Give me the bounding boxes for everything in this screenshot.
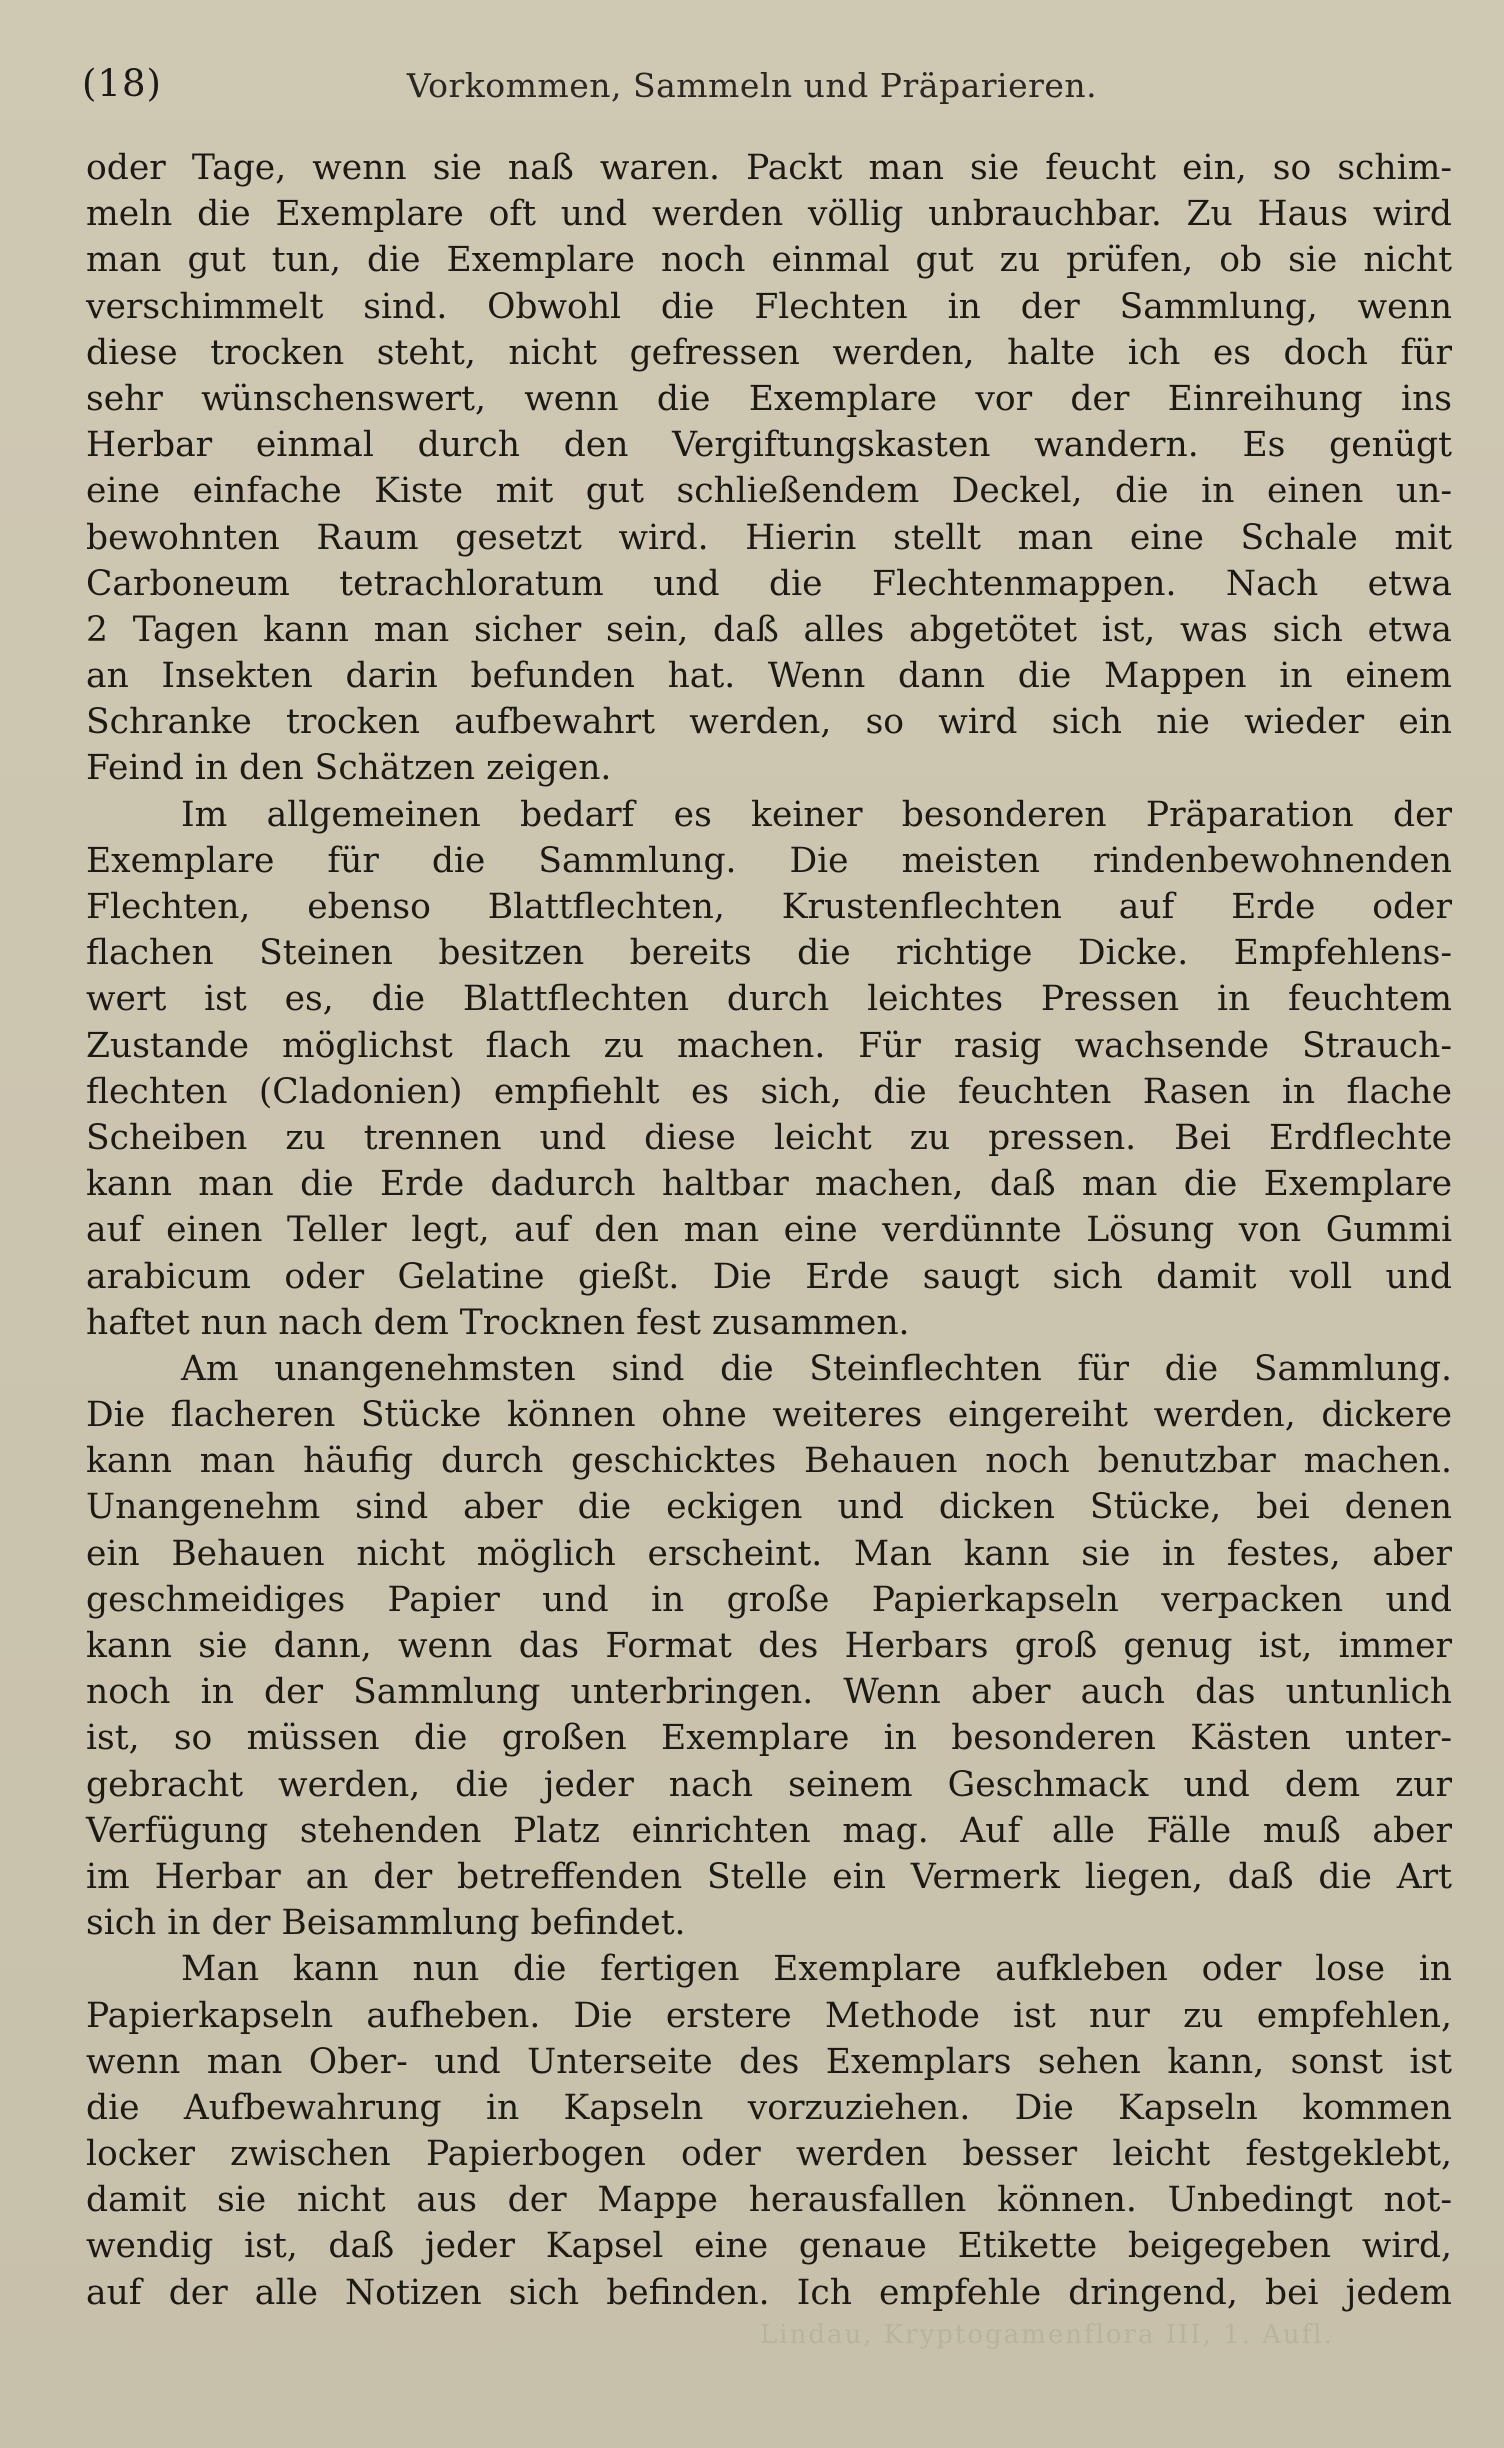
text-line: haftet nun nach dem Trocknen fest zusammen. — [86, 1302, 910, 1343]
text-line: man gut tun, die Exemplare noch einmal gut zu prüfen, ob sie nicht — [86, 240, 1452, 281]
paragraph — [86, 1346, 1452, 1946]
text-line: kann sie dann, wenn das Format des Herbars groß genug ist, immer — [86, 1626, 1452, 1666]
text-line: arabicum oder Gelatine gießt. Die Erde saugt sich damit voll und — [86, 1256, 1452, 1297]
text-line: Zustande möglichst flach zu machen. Für rasig wachsende Strauch- — [86, 1025, 1452, 1066]
text-line: noch in der Sammlung unterbringen. Wenn aber auch das untunlich — [86, 1672, 1452, 1713]
text-line: eine einfache Kiste mit gut schließendem Deckel, die in einen un- — [86, 471, 1452, 512]
text-line: locker zwischen Papierbogen oder werden besser leicht festgeklebt, — [86, 2134, 1452, 2175]
text-line: kann man häufig durch geschicktes Behauen noch benutzbar machen. — [86, 1441, 1452, 1482]
paragraph — [86, 145, 1452, 792]
paragraph — [86, 792, 1452, 1346]
text-line: bewohnten Raum gesetzt wird. Hierin stellt man eine Schale mit — [86, 517, 1452, 558]
text-line: Man kann nun die fertigen Exemplare aufkleben oder lose in — [181, 1949, 1452, 1990]
text-line: ein Behauen nicht möglich erscheint. Man kann sie in festes, aber — [86, 1533, 1452, 1574]
text-line: sich in der Beisammlung befindet. — [86, 1903, 686, 1944]
text-line: Am unangenehmsten sind die Steinflechten für die Sammlung. — [181, 1348, 1452, 1389]
text-line: wert ist es, die Blattflechten durch leichtes Pressen in feuchtem — [86, 979, 1452, 1020]
text-line: Herbar einmal durch den Vergiftungskasten wandern. Es genügt — [86, 425, 1452, 466]
text-line: flechten (Cladonien) empfiehlt es sich, die feuchten Rasen in flache — [86, 1071, 1452, 1112]
text-line: Verfügung stehenden Platz einrichten mag. Auf alle Fälle muß aber — [86, 1810, 1452, 1851]
running-title: Vorkommen, Sammeln und Präparieren. — [406, 66, 1098, 105]
text-line: Unangenehm sind aber die eckigen und dicken Stücke, bei denen — [86, 1487, 1452, 1528]
text-line: Scheiben zu trennen und diese leicht zu pressen. Bei Erdflechte — [86, 1117, 1452, 1158]
text-line: meln die Exemplare oft und werden völlig unbrauchbar. Zu Haus wird — [86, 194, 1452, 235]
text-line: auf einen Teller legt, auf den man eine verdünnte Lösung von Gummi — [86, 1210, 1452, 1251]
text-line: Flechten, ebenso Blattflechten, Krustenflechten auf Erde oder — [86, 887, 1452, 927]
paragraph — [86, 1946, 1452, 2316]
text-line: flachen Steinen besitzen bereits die richtige Dicke. Empfehlens- — [86, 933, 1452, 974]
body-text — [86, 145, 1452, 2316]
text-line: gebracht werden, die jeder nach seinem Geschmack und dem zur — [86, 1764, 1452, 1805]
text-line: die Aufbewahrung in Kapseln vorzuziehen. Die Kapseln kommen — [86, 2087, 1452, 2128]
bleed-through-text: Lindau, Kryptogamenflora III, 1. Aufl. — [760, 2320, 1334, 2350]
text-line: 2 Tagen kann man sicher sein, daß alles abgetötet ist, was sich etwa — [86, 609, 1452, 650]
text-line: Schranke trocken aufbewahrt werden, so wird sich nie wieder ein — [86, 702, 1452, 743]
text-line: im Herbar an der betreffenden Stelle ein Vermerk liegen, daß die Art — [86, 1856, 1452, 1897]
text-line: damit sie nicht aus der Mappe herausfallen können. Unbedingt not- — [86, 2180, 1452, 2221]
text-line: an Insekten darin befunden hat. Wenn dann die Mappen in einem — [86, 656, 1452, 697]
text-line: sehr wünschenswert, wenn die Exemplare vor der Einreihung ins — [86, 378, 1452, 419]
text-line: wenn man Ober- und Unterseite des Exemplars sehen kann, sonst ist — [86, 2041, 1452, 2082]
text-line: ist, so müssen die großen Exemplare in besonderen Kästen unter- — [86, 1718, 1452, 1759]
text-line: Carboneum tetrachloratum und die Flechtenmappen. Nach etwa — [86, 563, 1452, 604]
text-line: wendig ist, daß jeder Kapsel eine genaue Etikette beigegeben wird, — [86, 2226, 1452, 2267]
text-line: diese trocken steht, nicht gefressen werden, halte ich es doch für — [86, 332, 1452, 373]
text-line: geschmeidiges Papier und in große Papierkapseln verpacken und — [86, 1579, 1452, 1620]
text-line: verschimmelt sind. Obwohl die Flechten in der Sammlung, wenn — [86, 286, 1452, 327]
running-head — [82, 62, 1452, 118]
text-line: Papierkapseln aufheben. Die erstere Methode ist nur zu empfehlen, — [86, 1995, 1452, 2036]
text-line: oder Tage, wenn sie naß waren. Packt man sie feucht ein, so schim- — [86, 148, 1452, 188]
text-line: Exemplare für die Sammlung. Die meisten rindenbewohnenden — [86, 840, 1452, 881]
text-line: Im allgemeinen bedarf es keiner besonderen Präparation der — [181, 794, 1452, 835]
text-line: Feind in den Schätzen zeigen. — [86, 748, 612, 789]
page-number: (18) — [82, 62, 162, 105]
text-line: kann man die Erde dadurch haltbar machen, daß man die Exemplare — [86, 1164, 1452, 1205]
text-line: Die flacheren Stücke können ohne weiteres eingereiht werden, dickere — [86, 1395, 1452, 1436]
text-line: auf der alle Notizen sich befinden. Ich empfehle dringend, bei jedem — [86, 2272, 1452, 2313]
